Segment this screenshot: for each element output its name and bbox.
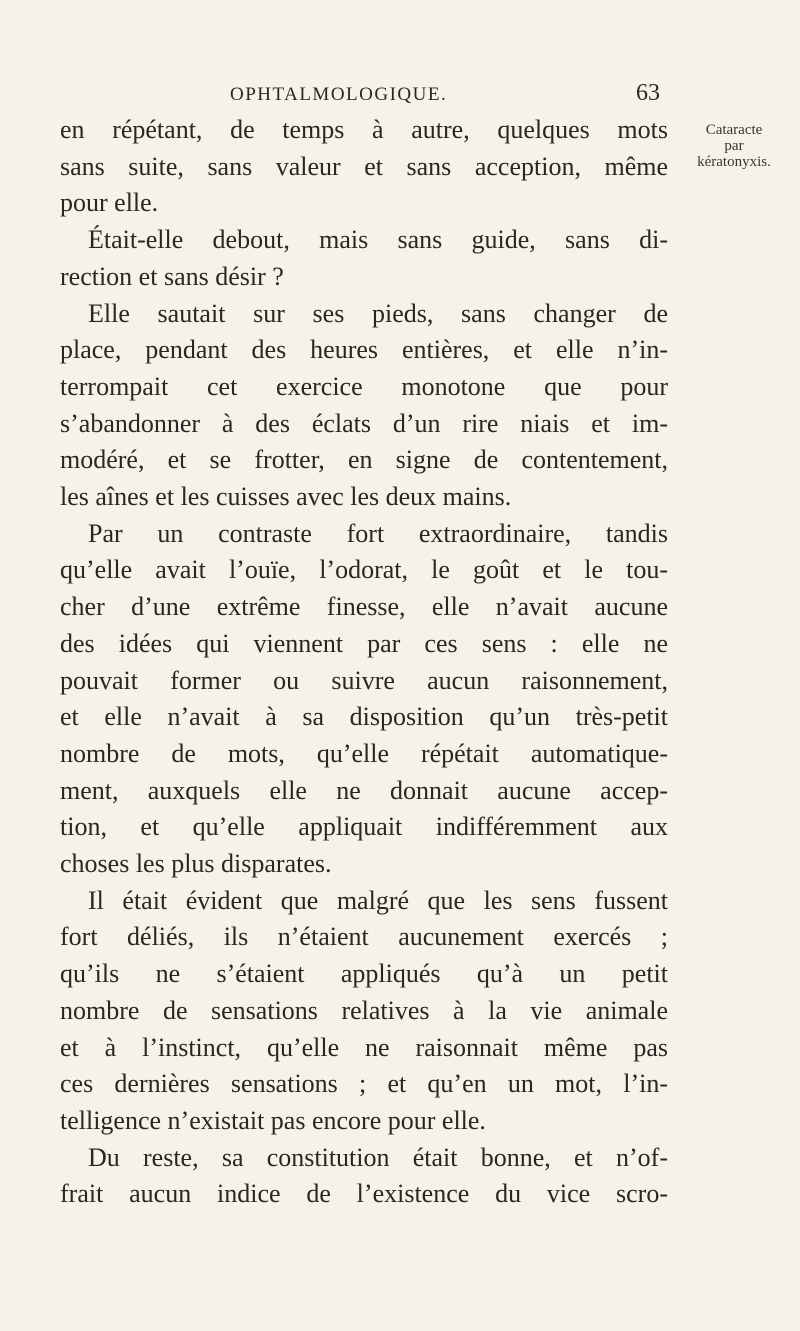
text-line: Par un contraste fort extraordinaire, tandis	[88, 518, 668, 548]
page-number: 63	[636, 80, 660, 106]
text-line: en répétant, de temps à autre, quelques mots	[60, 115, 668, 144]
text-line: pour elle.	[60, 188, 159, 218]
text-line: les aînes et les cuisses avec les deux mains.	[60, 482, 512, 512]
text-line: nombre de sensations relatives à la vie animale	[60, 995, 668, 1025]
text-line: ment, auxquels elle ne donnait aucune accep-	[60, 775, 668, 805]
margin-note-line: par	[724, 138, 744, 154]
text-line: telligence n’existait pas encore pour elle.	[60, 1105, 486, 1135]
text-line: tion, et qu’elle appliquait indifféremment aux	[60, 812, 668, 842]
page-header	[230, 80, 660, 107]
text-line: nombre de mots, qu’elle répétait automatique-	[60, 738, 668, 768]
text-line: frait aucun indice de l’existence du vice scro-	[60, 1179, 668, 1209]
text-line: et à l’instinct, qu’elle ne raisonnait même pas	[60, 1032, 668, 1062]
running-head: OPHTALMOLOGIQUE.	[230, 84, 448, 105]
text-line: des idées qui viennent par ces sens : elle ne	[60, 628, 668, 658]
text-line: modéré, et se frotter, en signe de contentement,	[60, 445, 668, 475]
text-line: Du reste, sa constitution était bonne, et n’of-	[88, 1142, 668, 1172]
text-line: et elle n’avait à sa disposition qu’un très-petit	[60, 702, 668, 732]
text-line: ces dernières sensations ; et qu’en un mot, l’in-	[60, 1069, 668, 1099]
text-line: s’abandonner à des éclats d’un rire niais et im-	[60, 408, 668, 438]
text-line: qu’ils ne s’étaient appliqués qu’à un petit	[60, 959, 668, 989]
text-line: cher d’une extrême finesse, elle n’avait aucune	[60, 592, 668, 622]
text-line: Il était évident que malgré que les sens fussent	[88, 885, 668, 915]
body-text	[60, 112, 668, 1213]
margin-note-line: Cataracte	[705, 122, 763, 138]
text-line: fort déliés, ils n’étaient aucunement exercés ;	[60, 922, 668, 952]
text-line: sans suite, sans valeur et sans acception, même	[60, 151, 668, 181]
text-line: qu’elle avait l’ouïe, l’odorat, le goût et le tou-	[60, 555, 668, 585]
text-line: rection et sans désir ?	[60, 261, 284, 291]
text-line: Était-elle debout, mais sans guide, sans di-	[88, 225, 668, 255]
text-line: pouvait former ou suivre aucun raisonnement,	[60, 665, 668, 695]
text-line: place, pendant des heures entières, et elle n’in-	[60, 335, 668, 365]
text-line: Elle sautait sur ses pieds, sans changer de	[88, 298, 668, 328]
text-line: choses les plus disparates.	[60, 849, 332, 879]
margin-note	[684, 122, 784, 170]
text-line: terrompait cet exercice monotone que pour	[60, 371, 668, 401]
margin-note-line: kératonyxis.	[697, 154, 771, 170]
